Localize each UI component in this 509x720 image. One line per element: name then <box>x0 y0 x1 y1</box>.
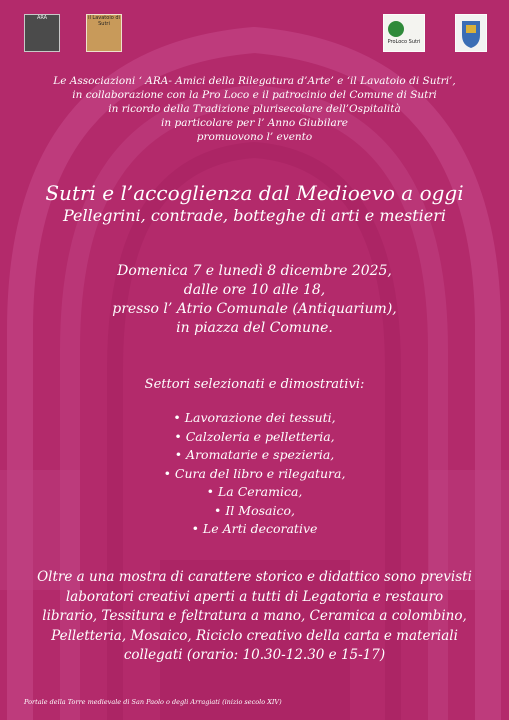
workshops-line: librario, Tessitura e feltratura a mano, Ceramica a colombino, <box>42 608 467 624</box>
workshops-line: Oltre a una mostra di carattere storico e didattico sono previsti <box>37 569 472 585</box>
date-line: dalle ore 10 alle 18, <box>183 282 326 298</box>
workshops-line: laboratori creativi aperti a tutti di Legatoria e restauro <box>65 588 444 605</box>
intro-line: in ricordo della Tradizione plurisecolare dell’Ospitalità <box>108 103 401 115</box>
workshops-line: Pelletteria, Mosaico, Riciclo creativo della carta e materiali <box>51 627 458 644</box>
sectors-heading: Settori selezionati e dimostrativi: <box>144 377 365 392</box>
event-title: Sutri e l’accoglienza dal Medioevo a oggi <box>45 181 464 205</box>
event-date-location <box>0 262 509 338</box>
proloco-logo: ProLoco Sutri <box>383 14 425 52</box>
event-subtitle: Pellegrini, contrade, botteghe di arti e mestieri <box>63 206 446 225</box>
list-item: • Il Mosaico, <box>214 502 295 518</box>
list-item: • Aromatarie e spezieria, <box>174 447 335 462</box>
intro-line: in particolare per l’ Anno Giubilare <box>161 117 348 129</box>
lavatoio-logo: il Lavatoio di Sutri <box>86 14 122 52</box>
intro-line: Le Associazioni ‘ ARA- Amici della Rilegatura d’Arte’ e ‘il Lavatoio di Sutri’, <box>53 75 456 87</box>
intro-line: promuovono l’ evento <box>196 131 313 143</box>
sutri-coat-of-arms-logo <box>455 14 487 52</box>
list-item: • Cura del libro e rilegatura, <box>163 465 346 481</box>
date-line: in piazza del Comune. <box>176 320 333 336</box>
workshops-paragraph <box>0 568 509 666</box>
list-item: • Le Arti decorative <box>191 521 318 536</box>
list-item: • La Ceramica, <box>206 484 303 499</box>
date-line: presso l’ Atrio Comunale (Antiquarium), <box>112 301 397 317</box>
photo-caption: Portale della Torre medievale di San Paolo o degli Arragiati (inizio secolo XIV) <box>24 698 282 706</box>
ara-logo: ARA <box>24 14 60 52</box>
intro-line: in collaborazione con la Pro Loco e il patrocinio del Comune di Sutri <box>72 89 437 101</box>
list-item: • Lavorazione dei tessuti, <box>173 410 336 425</box>
sectors-list <box>0 409 509 539</box>
workshops-line: collegati (orario: 10.30-12.30 e 15-17) <box>123 647 386 663</box>
intro-text <box>0 74 509 144</box>
date-line: Domenica 7 e lunedì 8 dicembre 2025, <box>117 263 392 279</box>
list-item: • Calzoleria e pelletteria, <box>174 428 335 444</box>
